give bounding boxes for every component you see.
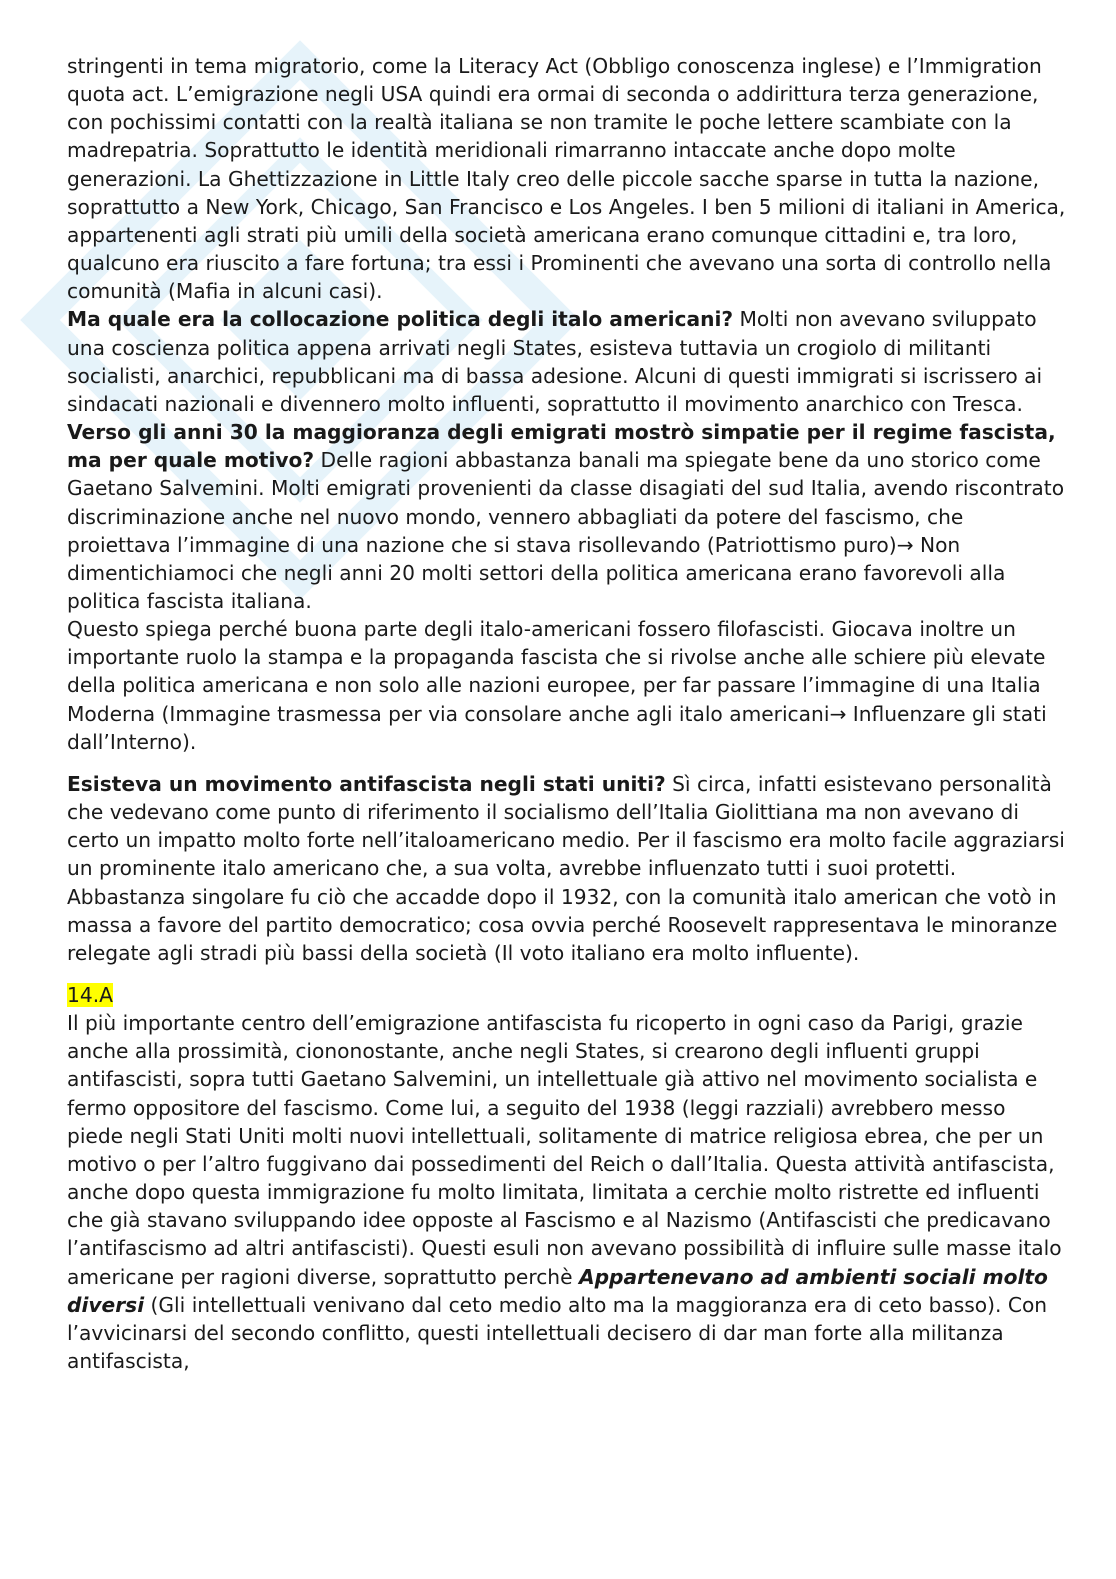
paragraph-text: Molti non avevano sviluppato una coscienza politica appena arrivati negli States, esisteva tuttavia un crogiolo di militanti socialisti, anarchici, repubblicani ma di bassa adesione. Alcuni di questi immigrati si iscrissero ai sindacati nazionali e divennero molto influenti, soprattutto il movimento anarchico con Tresca.	[67, 307, 1043, 416]
paragraph-spacer	[67, 967, 1067, 981]
paragraph-propaganda	[67, 615, 1067, 756]
paragraph-text: Influenzare gli stati dall’Interno).	[67, 701, 1047, 754]
question-fascist-sympathy: Verso gli anni 30 la maggioranza degli emigrati mostrò simpatie per il regime fascista, ma per quale motivo?	[67, 420, 1056, 473]
section-heading	[67, 981, 1067, 1009]
paragraph-text: Questo spiega perché buona parte degli italo-americani fossero filofascisti. Giocava inoltre un importante ruolo la stampa e la propaganda fascista che si rivolse anche alle schiere più elevate della politica americana e non solo alle nazioni europee, per far passare l’immagine di una Italia Moderna (Immagine trasmessa per via consolare anche agli italo americani	[67, 617, 1046, 726]
arrow-icon: →	[896, 532, 914, 557]
document-body	[67, 52, 1067, 1375]
paragraph-text: stringenti in tema migratorio, come la Literacy Act (Obbligo conoscenza inglese) e l’Immigration quota act. L’emigrazione negli USA quindi era ormai di seconda o addirittura terza generazione, con pochissimi contatti con la realtà italiana se non tramite le poche lettere scambiate con la madrepatria. Soprattutto le identità meridionali rimarranno intaccate anche dopo molte generazioni. La Ghettizzazione in Little Italy creo delle piccole sacche sparse in tutta la nazione, soprattutto a New York, Chicago, San Francisco e Los Angeles. I ben 5 milioni di italiani in America, appartenenti agli strati più umili della società americana erano comunque cittadini e, tra loro, qualcuno era riuscito a fare fortuna; tra essi i Prominenti che avevano una sorta di controllo nella comunità (Mafia in alcuni casi).	[67, 54, 1066, 304]
arrow-icon: →	[829, 701, 847, 726]
paragraph-text: Il più importante centro dell’emigrazione antifascista fu ricoperto in ogni caso da Parigi, grazie anche alla prossimità, ciononostante, anche negli States, si crearono degli influenti gruppi antifascisti, sopra tutti Gaetano Salvemini, un intellettuale già attivo nel movimento socialista e fermo oppositore del fascismo. Come lui, a seguito del 1938 (leggi razziali) avrebbero messo piede negli Stati Uniti molti nuovi intellettuali, solitamente di matrice religiosa ebrea, che per un motivo o per l’altro fuggivano dai possedimenti del Reich o dall’Italia. Questa attività antifascista, anche dopo questa immigrazione fu molto limitata, limitata a cerchie molto ristrette ed influenti che già stavano sviluppando idee opposte al Fascismo e al Nazismo (Antifascisti che predicavano l’antifascismo ad altri antifascisti). Questi esuli non avevano possibilità di influire sulle masse italo americane per ragioni diverse, soprattutto perchè	[67, 1011, 1062, 1289]
paragraph-immigration	[67, 52, 1067, 305]
paragraph-antifascist-movement	[67, 770, 1067, 967]
paragraph-text: Delle ragioni abbastanza banali ma spiegate bene da uno storico come Gaetano Salvemini. Molti emigrati provenienti da classe disagiati del sud Italia, avendo riscontrato discriminazione anche nel nuovo mondo, vennero abbagliati da potere del fascismo, che proiettava l’immagine di una nazione che si stava risollevando (Patriottismo puro)	[67, 448, 1065, 557]
question-political-position: Ma quale era la collocazione politica degli italo americani?	[67, 307, 734, 332]
question-antifascist-movement: Esisteva un movimento antifascista negli stati uniti?	[67, 771, 666, 796]
section-label-highlight: 14.A	[67, 983, 113, 1007]
paragraph-text: Non dimentichiamoci che negli anni 20 molti settori della politica americana erano favorevoli alla politica fascista italiana.	[67, 532, 1006, 613]
paragraph-spacer	[67, 756, 1067, 770]
paragraph-text: Sì circa, infatti esistevano personalità che vedevano come punto di riferimento il socialismo dell’Italia Giolittiana ma non avevano di certo un impatto molto forte nell’italoamericano medio. Per il fascismo era molto facile aggraziarsi un prominente italo americano che, a sua volta, avrebbe influenzato tutti i suoi protetti. Abbastanza singolare fu ciò che accadde dopo il 1932, con la comunità italo american che votò in massa a favore del partito democratico; cosa ovvia perché Roosevelt rappresentava le minoranze relegate agli stradi più bassi della società (Il voto italiano era molto influente).	[67, 771, 1065, 965]
paragraph-text: (Gli intellettuali venivano dal ceto medio alto ma la maggioranza era di ceto basso). Con l’avvicinarsi del secondo conflitto, questi intellettuali decisero di dar man forte alla militanza antifascista,	[67, 1292, 1048, 1374]
paragraph-political-position	[67, 305, 1067, 615]
paragraph-antifascist-emigration	[67, 1009, 1067, 1375]
emphasis-social-environments: Appartenevano ad ambienti sociali molto diversi	[67, 1264, 1048, 1317]
